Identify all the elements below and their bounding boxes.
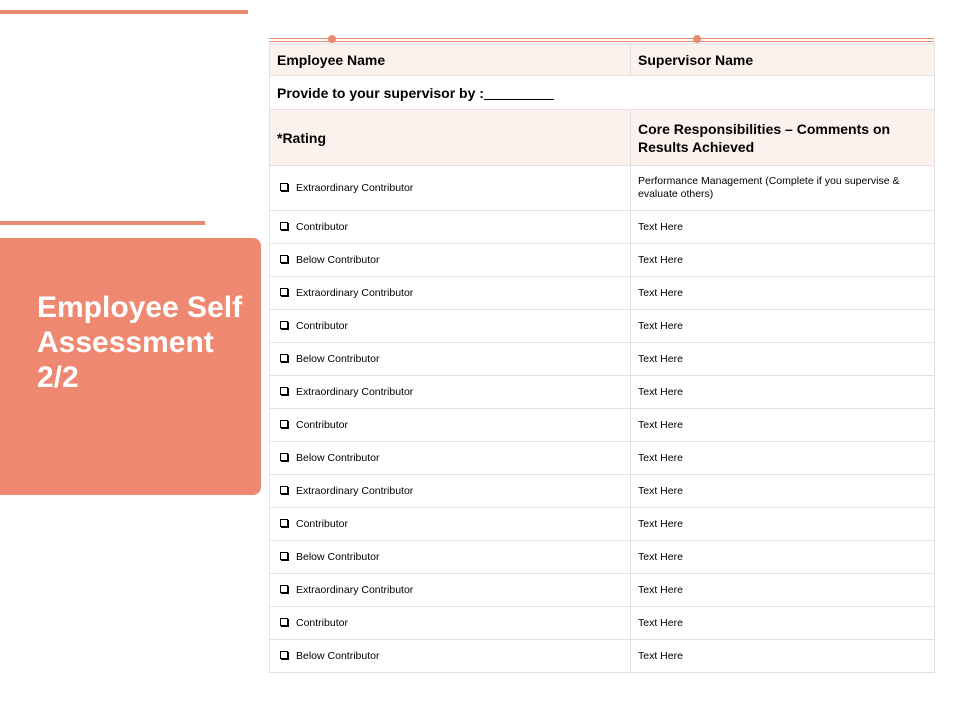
checkbox-icon[interactable] <box>280 453 288 461</box>
comment-cell[interactable]: Text Here <box>631 409 935 442</box>
assessment-table <box>269 43 935 673</box>
rating-label: Below Contributor <box>296 254 380 266</box>
checkbox-icon[interactable] <box>280 585 288 593</box>
checkbox-icon[interactable] <box>280 255 288 263</box>
rating-cell <box>270 475 631 508</box>
responsibilities-header: Core Responsibilities – Comments on Results Achieved <box>631 110 935 166</box>
decorative-line-upper <box>269 38 934 39</box>
comment-cell[interactable]: Text Here <box>631 211 935 244</box>
checkbox-icon[interactable] <box>280 618 288 626</box>
comment-cell[interactable]: Text Here <box>631 244 935 277</box>
checkbox-icon[interactable] <box>280 420 288 428</box>
accent-line-top <box>0 10 248 14</box>
table-row <box>270 541 935 574</box>
table-row <box>270 607 935 640</box>
comment-cell[interactable]: Text Here <box>631 541 935 574</box>
provide-row <box>270 76 935 110</box>
rating-cell <box>270 409 631 442</box>
rating-label: Extraordinary Contributor <box>296 287 414 299</box>
rating-cell <box>270 277 631 310</box>
checkbox-icon[interactable] <box>280 288 288 296</box>
rating-label: Below Contributor <box>296 650 380 662</box>
rating-cell <box>270 211 631 244</box>
comment-cell[interactable]: Text Here <box>631 310 935 343</box>
table-row <box>270 640 935 673</box>
checkbox-icon[interactable] <box>280 222 288 230</box>
table-row <box>270 277 935 310</box>
table-row <box>270 442 935 475</box>
comment-cell[interactable]: Performance Management (Complete if you supervise & evaluate others) <box>631 166 935 211</box>
table-row <box>270 343 935 376</box>
table-row <box>270 409 935 442</box>
supervisor-name-cell[interactable]: Supervisor Name <box>631 44 935 76</box>
rating-label: Extraordinary Contributor <box>296 584 414 596</box>
checkbox-icon[interactable] <box>280 354 288 362</box>
rating-cell <box>270 310 631 343</box>
rating-label: Contributor <box>296 419 348 431</box>
table-row <box>270 244 935 277</box>
checkbox-icon[interactable] <box>280 183 288 191</box>
decorative-line-lower <box>269 41 934 42</box>
slide-title: Employee Self Assessment 2/2 <box>37 291 243 394</box>
rating-label: Contributor <box>296 617 348 629</box>
comment-cell[interactable]: Text Here <box>631 442 935 475</box>
rating-cell <box>270 508 631 541</box>
date-blank[interactable] <box>484 87 554 100</box>
table-row <box>270 574 935 607</box>
checkbox-icon[interactable] <box>280 486 288 494</box>
rating-label: Below Contributor <box>296 452 380 464</box>
provide-label: Provide to your supervisor by : <box>277 84 484 101</box>
comment-cell[interactable]: Text Here <box>631 607 935 640</box>
comment-cell[interactable]: Text Here <box>631 277 935 310</box>
rating-label: Contributor <box>296 518 348 530</box>
rating-cell <box>270 166 631 211</box>
rating-cell <box>270 442 631 475</box>
header-row <box>270 44 935 76</box>
table-row <box>270 508 935 541</box>
rating-cell <box>270 343 631 376</box>
employee-name-cell[interactable]: Employee Name <box>270 44 631 76</box>
rating-label: Extraordinary Contributor <box>296 182 414 194</box>
table-row <box>270 376 935 409</box>
rating-cell <box>270 244 631 277</box>
rating-label: Below Contributor <box>296 353 380 365</box>
rating-label: Contributor <box>296 221 348 233</box>
comment-cell[interactable]: Text Here <box>631 343 935 376</box>
table-row <box>270 211 935 244</box>
rating-header: *Rating <box>270 110 631 166</box>
rating-label: Contributor <box>296 320 348 332</box>
checkbox-icon[interactable] <box>280 519 288 527</box>
decorative-dot-right <box>693 35 701 43</box>
checkbox-icon[interactable] <box>280 321 288 329</box>
comment-cell[interactable]: Text Here <box>631 376 935 409</box>
rating-cell <box>270 607 631 640</box>
comment-cell[interactable]: Text Here <box>631 640 935 673</box>
rating-cell <box>270 640 631 673</box>
rating-label: Extraordinary Contributor <box>296 485 414 497</box>
table-row <box>270 475 935 508</box>
decorative-dot-left <box>328 35 336 43</box>
comment-cell[interactable]: Text Here <box>631 475 935 508</box>
checkbox-icon[interactable] <box>280 552 288 560</box>
provide-cell[interactable] <box>270 76 935 110</box>
rating-header-row <box>270 110 935 166</box>
comment-cell[interactable]: Text Here <box>631 508 935 541</box>
rating-cell <box>270 376 631 409</box>
rating-label: Below Contributor <box>296 551 380 563</box>
rating-label: Extraordinary Contributor <box>296 386 414 398</box>
table-row <box>270 166 935 211</box>
checkbox-icon[interactable] <box>280 651 288 659</box>
rating-cell <box>270 541 631 574</box>
checkbox-icon[interactable] <box>280 387 288 395</box>
table-row <box>270 310 935 343</box>
accent-line-middle <box>0 221 205 225</box>
rating-cell <box>270 574 631 607</box>
comment-cell[interactable]: Text Here <box>631 574 935 607</box>
